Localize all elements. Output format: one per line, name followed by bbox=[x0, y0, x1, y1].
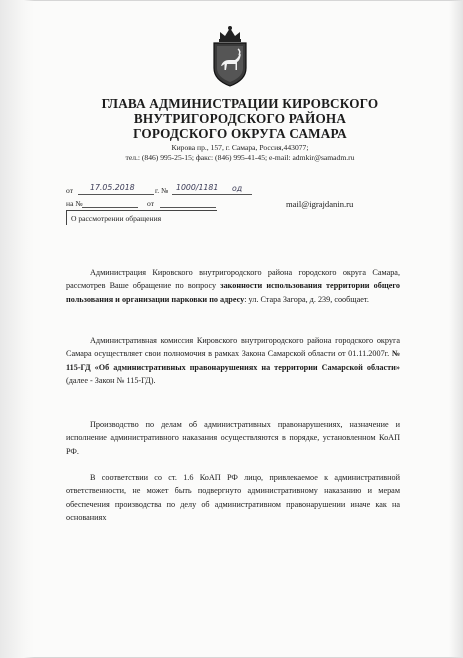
paragraph-1-text-a: Администрация Кировского внутригородского района городского округа Самара, рассмотрев Ваше обращение по вопросу bbox=[66, 268, 400, 291]
scan-shadow-left bbox=[0, 0, 34, 658]
samara-coat-of-arms-icon bbox=[208, 24, 252, 88]
reference-date-underline bbox=[160, 207, 216, 208]
organization-address bbox=[60, 143, 420, 163]
paragraph-2-text-a: Административная комиссия Кировского внутригородского района городского округа Самара осуществляет свои полномочия в рамках Закона Самарской области от 01.11.2007г. bbox=[66, 336, 400, 359]
title-line-3: ГОРОДСКОГО ОКРУГА САМАРА bbox=[133, 126, 347, 141]
handwritten-date: 17.05.2018 bbox=[90, 183, 135, 192]
paragraph-4-text: В соответствии со ст. 1.6 КоАП РФ лицо, привлекаемое к административной ответственности, не может быть подвергнуто административному наказанию и мерам обеспечения производства по делу об административном правонарушении иначе как на основаниях bbox=[66, 473, 400, 523]
number-underline bbox=[172, 194, 252, 195]
number-prefix: г. № bbox=[155, 186, 169, 195]
contacts-line: тел.: (846) 995-25-15; факс: (846) 995-41-45; e-mail: admkir@samadm.ru bbox=[125, 153, 355, 162]
paragraph-2-text-b: № 115-ГД «Об административных правонарушениях на территории Самарской области» bbox=[66, 349, 400, 372]
handwritten-number: 1000/1181 bbox=[176, 183, 219, 192]
paragraph-3-text: Производство по делам об административных правонарушениях, назначение и исполнение административного наказания осуществляются в порядке, установленном КоАП РФ. bbox=[66, 420, 400, 456]
paragraph-1-text-c: : ул. Стара Загора, д. 239, сообщает. bbox=[244, 294, 369, 304]
organization-title bbox=[60, 96, 420, 141]
date-underline bbox=[78, 194, 154, 195]
reference-prefix: на № bbox=[66, 199, 83, 208]
reference-from: от bbox=[147, 199, 155, 208]
paragraph-1 bbox=[66, 266, 400, 306]
paragraph-3 bbox=[66, 418, 400, 458]
address-line: Кирова пр., 157, г. Самара, Россия,443077; bbox=[171, 143, 309, 152]
recipient-email: mail@igrajdanin.ru bbox=[286, 199, 354, 209]
paragraph-2-text-c: (далее - Закон № 115-ГД). bbox=[66, 376, 156, 386]
paragraph-1-text-b: законности использования территории общего пользования и организации парковки по адресу bbox=[66, 281, 400, 304]
title-line-2: ВНУТРИГОРОДСКОГО РАЙОНА bbox=[133, 111, 347, 126]
paragraph-2 bbox=[66, 334, 400, 388]
paragraph-4 bbox=[66, 471, 400, 525]
scan-shadow-right bbox=[449, 0, 463, 658]
date-prefix: от bbox=[66, 186, 74, 195]
title-line-1: ГЛАВА АДМИНИСТРАЦИИ КИРОВСКОГО bbox=[101, 96, 379, 111]
reference-number-underline bbox=[82, 207, 138, 208]
subject-line: О рассмотрении обращения bbox=[71, 214, 162, 223]
handwritten-number-suffix: од bbox=[232, 184, 243, 193]
